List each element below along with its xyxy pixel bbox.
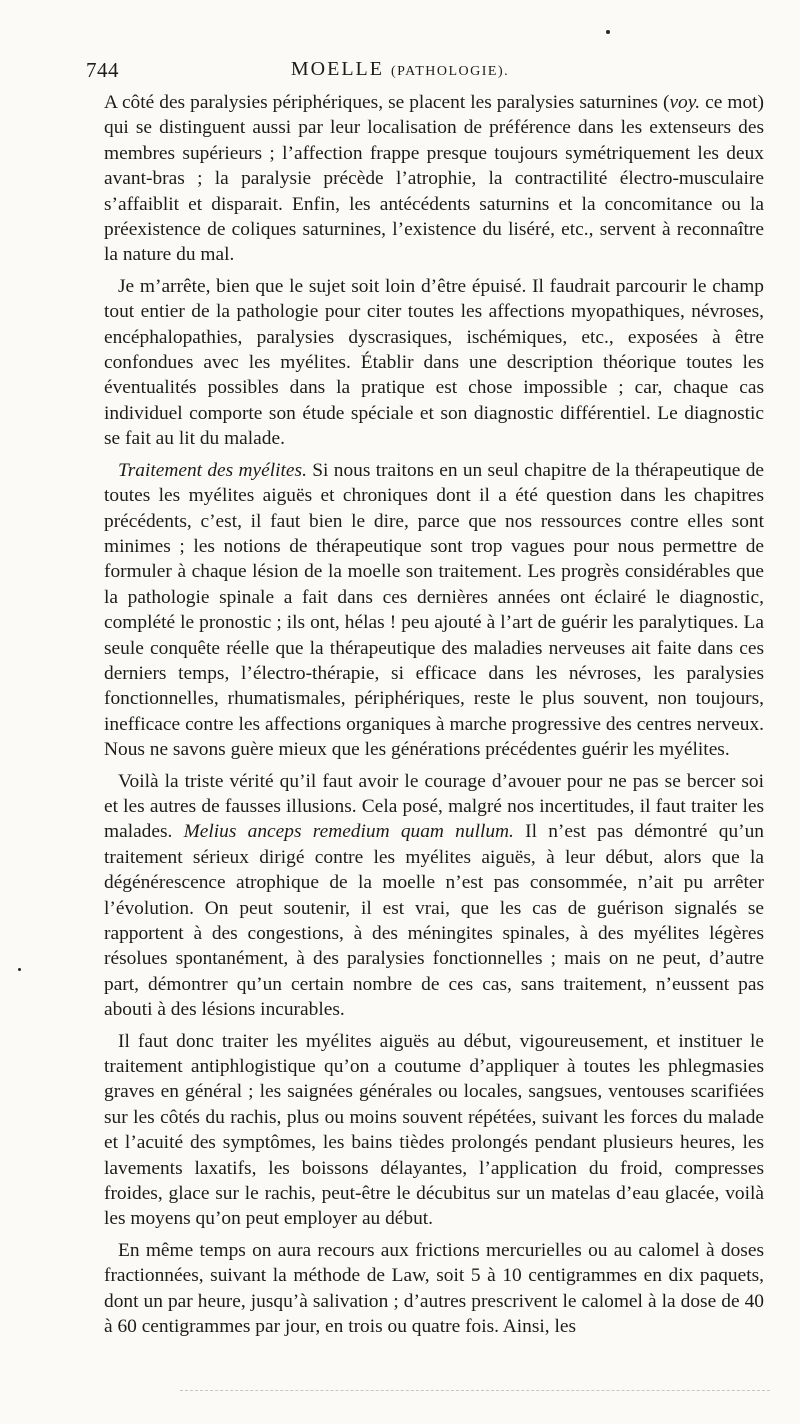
italic-text: Melius anceps remedium quam nullum. [183,821,514,843]
text-run: Si nous traitons en un seul chapitre de la thérapeutique de toutes les myélites aiguës et chroniques dont il a été question dans les chapitres précédents, c’est, il faut bien le dire, parce que nos ressources contre elles sont minimes ; les notions de thérapeutique sont trop vagues pour nous permettre de formuler à chaque lésion de la moelle son traitement. Les progrès considérables que la pathologie spinale a fait dans ces dernières années ont éclairé le diagnostic, complété le pronostic ; ils ont, hélas ! peu ajouté à l’art de guérir les paralytiques. La seule conquête réelle que la thérapeutique des maladies nerveuses ait faite dans ces derniers temps, l’électro-thérapie, si efficace dans les névroses, les paralysies fonctionnelles, rhumatismales, périphériques, reste le plus souvent, non toujours, inefficace contre les affections organiques à marche progressive des centres nerveux. Nous ne savons guère mieux que les générations précédentes guérir les myélites. [104,459,765,761]
ink-speck [606,30,610,34]
text-run: Il faut donc traiter les myélites aiguës au début, vigoureusement, et instituer le traitement antiphlogistique qu’on a coutume d’appliquer à toutes les phlegmasies graves en général ; les saignées générales ou locales, sangsues, ventouses scarifiées sur les côtés du rachis, plus ou moins souvent répétées, suivant les forces du malade et l’acuité des symptômes, les bains tièdes prolongés pendant plusieurs heures, les lavements laxatifs, les boissons délayantes, l’application du froid, compresses froides, glace sur le rachis, peut-être le décubitus sur un matelas d’eau glacée, voilà les moyens qu’on peut employer au début. [104,1030,764,1230]
paragraph [104,458,764,763]
text-run: ce mot) qui se distinguent aussi par leur localisation de préférence dans les extenseurs des membres supérieurs ; l’affection frappe presque toujours symétriquement les deux avant-bras ; la paralysie précède l’atrophie, la contractilité électro-musculaire s’affaiblit et disparait. Enfin, les antécédents saturnins et la concomitance ou la préexistence de coliques saturnines, l’existence du liséré, etc., servent à reconnaître la nature du mal. [104,92,764,266]
text-run: En même temps on aura recours aux frictions mercurielles ou au calomel à doses fractionnées, suivant la méthode de Law, soit 5 à 10 centigrammes en dix paquets, dont un par heure, jusqu’à salivation ; d’autres prescrivent le calomel à la dose de 40 à 60 centigrammes par jour, en trois ou quatre fois. Ainsi, les [104,1239,764,1338]
running-head-subtitle: (PATHOLOGIE). [390,64,510,79]
running-head-title: MOELLE [290,58,384,80]
page-header [0,58,800,88]
paragraph [104,1029,764,1232]
text-run: Je m’arrête, bien que le sujet soit loin d’être épuisé. Il faudrait parcourir le champ tout entier de la pathologie pour citer toutes les affections myopathiques, névroses, encéphalopathies, paralysies dyscrasiques, ischémiques, etc., exposées à être confondues avec les myélites. Établir dans une description théorique toutes les éventualités possibles dans la pratique est chose impossible ; car, chaque cas individuel comporte son étude spéciale et son diagnostic différentiel. Le diagnostic se fait au lit du malade. [104,275,764,450]
text-run: A côté des paralysies périphériques, se placent les paralysies saturnines ( [104,92,670,113]
paragraph [104,90,764,268]
bottom-rule [180,1390,770,1391]
ink-speck [18,968,21,971]
page-number: 744 [86,58,119,82]
body-text [104,90,764,1346]
paragraph [104,274,764,452]
running-head [0,58,800,81]
text-run: Voilà la triste vérité qu’il faut avoir le courage d’avouer pour ne pas se bercer soi et les autres de fausses illusions. Cela posé, malgré nos incertitudes, il faut traiter les malades. [104,770,764,843]
paragraph [104,1238,764,1340]
paragraph [104,769,764,1023]
text-run: Il n’est pas démontré qu’un traitement sérieux dirigé contre les myélites aiguës, à leur début, alors que la dégénérescence atrophique de la moelle n’est pas consommée, n’ait pu arrêter l’évolution. On peut soutenir, il est vrai, que les cas de guérison signalés se rapportent à des congestions, à des méningites spinales, à des myélites légères résolues spontanément, à des paralysies fonctionnelles ; mais on ne peut, d’autre part, démontrer qu’un certain nombre de ces cas, sans traitement, n’eussent pas abouti à des lésions incurables. [104,821,764,1021]
italic-text: Traitement des myélites. [118,459,307,481]
italic-text: voy. [669,92,701,113]
